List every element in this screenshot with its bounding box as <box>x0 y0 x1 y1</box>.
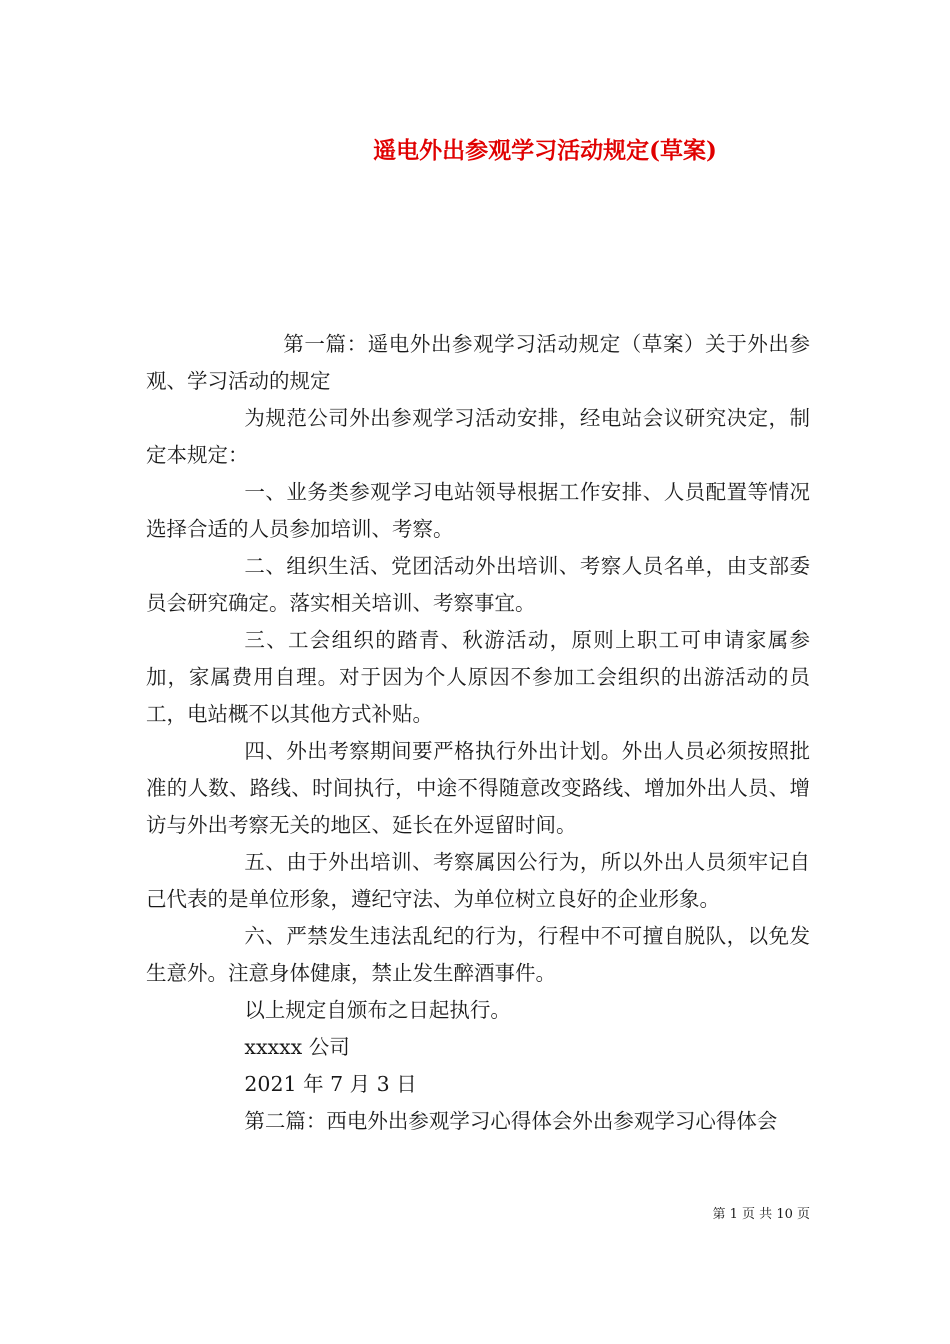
paragraph-heading-2: 第二篇：西电外出参观学习心得体会外出参观学习心得体会 <box>244 1109 778 1133</box>
document-title: 遥电外出参观学习活动规定(草案) <box>373 137 717 164</box>
paragraph-effective: 以上规定自颁布之日起执行。 <box>244 998 511 1022</box>
page-number: 第 1 页 共 10 页 <box>712 1207 810 1222</box>
company-name: xxxxx 公司 <box>244 1035 350 1059</box>
paragraph-rule-5: 五、由于外出培训、考察属因公行为，所以外出人员须牢记自己代表的是单位形象，遵纪守法、为单位树立良好的企业形象。 <box>146 850 810 911</box>
document-body <box>146 326 810 1140</box>
paragraph-heading-1: 第一篇：遥电外出参观学习活动规定（草案）关于外出参观、学习活动的规定 <box>146 332 810 393</box>
document-date: 2021 年 7 月 3 日 <box>244 1072 417 1096</box>
paragraph-rule-1: 一、业务类参观学习电站领导根据工作安排、人员配置等情况选择合适的人员参加培训、考察。 <box>146 480 810 541</box>
paragraph-rule-3: 三、工会组织的踏青、秋游活动，原则上职工可申请家属参加，家属费用自理。对于因为个人原因不参加工会组织的出游活动的员工，电站概不以其他方式补贴。 <box>146 628 810 726</box>
paragraph-rule-2: 二、组织生活、党团活动外出培训、考察人员名单，由支部委员会研究确定。落实相关培训、考察事宜。 <box>146 554 810 615</box>
paragraph-rule-4: 四、外出考察期间要严格执行外出计划。外出人员必须按照批准的人数、路线、时间执行，中途不得随意改变路线、增加外出人员、增访与外出考察无关的地区、延长在外逗留时间。 <box>146 739 810 837</box>
paragraph-intro: 为规范公司外出参观学习活动安排，经电站会议研究决定，制定本规定： <box>146 406 810 467</box>
paragraph-rule-6: 六、严禁发生违法乱纪的行为，行程中不可擅自脱队，以免发生意外。注意身体健康，禁止发生醉酒事件。 <box>146 924 810 985</box>
